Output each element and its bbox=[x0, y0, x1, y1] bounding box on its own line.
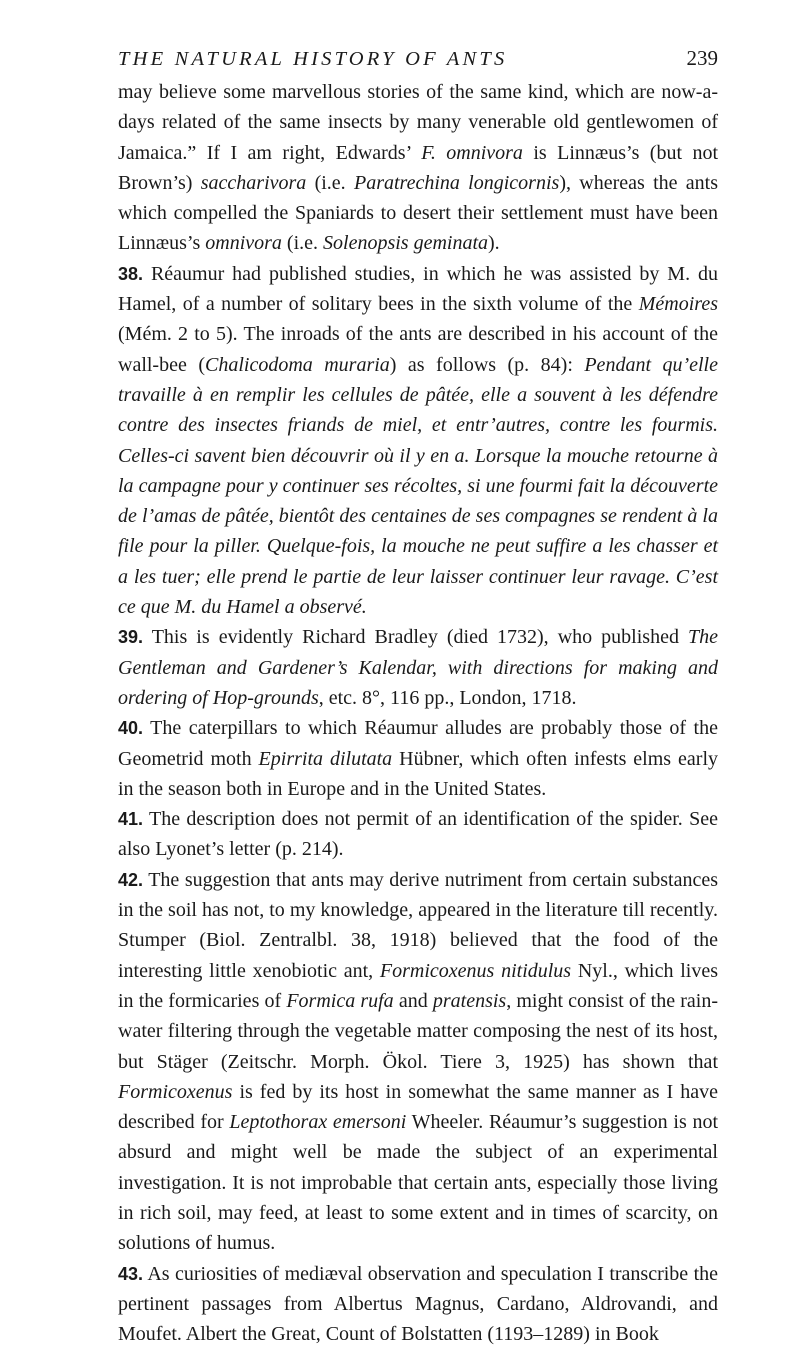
note-number: 43. bbox=[118, 1263, 144, 1284]
note-43: 43. As curiosities of mediæval observation and speculation I transcribe the pertinent passages from Albertus Magnus, Cardano, Aldrovandi, and Moufet. Albert the Great, Count of Bolstatten (1193–1289) in Book bbox=[118, 1262, 718, 1346]
continuation-paragraph: may believe some marvellous stories of the same kind, which are now-a-days related of the same insects by many venerable old gentlewomen of Jamaica.” If I am right, Edwards’ F. omnivora is Linnæus’s (but not Brown’s) saccharivora (i.e. Paratrechina longicornis), whereas the ants which compelled the Spaniards to desert their settlement must have been Linnæus’s omnivora (i.e. Solenopsis geminata). bbox=[118, 81, 719, 255]
note-number: 38. bbox=[118, 263, 144, 284]
note-39: 39. This is evidently Richard Bradley (died 1732), who published The Gentleman and Gardener’s Kalendar, with directions for making and ordering of Hop-grounds, etc. 8°, 116 pp., London, 1718. bbox=[118, 626, 718, 709]
note-41: 41. The description does not permit of an identification of the spider. See also Lyonet’s letter (p. 214). bbox=[118, 808, 718, 861]
note-38: 38. Réaumur had published studies, in which he was assisted by M. du Hamel, of a number of solitary bees in the sixth volume of the Mémoires (Mém. 2 to 5). The inroads of the ants are described in his account of the wall-bee (Chalicodoma muraria) as follows (p. 84): Pendant qu’elle travaille à en remplir les cellules de pâtée, elle a souvent à les défendre contre des insectes friands de miel, et entr’autres, contre les fourmis. Celles-ci savent bien découvrir où il y en a. Lorsque la mouche retourne à la campagne pour y continuer ses récoltes, si une fourmi fait la découverte de l’amas de pâtée, bientôt des centaines de ses compagnes se rendent à la file pour la piller. Quelque-fois, la mouche ne peut suffire a les chasser et a les tuer; elle prend le partie de leur laisser continuer leur ravage. C’est ce que M. du Hamel a observé. bbox=[118, 262, 718, 619]
note-number: 40. bbox=[118, 718, 144, 739]
running-head bbox=[118, 46, 718, 71]
note-number: 42. bbox=[118, 869, 144, 890]
note-40: 40. The caterpillars to which Réaumur alludes are probably those of the Geometrid moth Epirrita dilutata Hübner, which often infests elms early in the season both in Europe and in the United States. bbox=[118, 717, 718, 800]
note-number: 39. bbox=[118, 627, 144, 648]
note-number: 41. bbox=[118, 809, 144, 830]
running-title: THE NATURAL HISTORY OF ANTS bbox=[118, 48, 508, 70]
notes-body bbox=[118, 77, 718, 1349]
note-42: 42. The suggestion that ants may derive nutriment from certain substances in the soil has not, to my knowledge, appeared in the literature till recently. Stumper (Biol. Zentralbl. 38, 1918) believed that the food of the interesting little xenobiotic ant, Formicoxenus nitidulus Nyl., which lives in the formicaries of Formica rufa and pratensis, might consist of the rain-water filtering through the vegetable matter composing the nest of its host, but Stäger (Zeitschr. Morph. Ökol. Tiere 3, 1925) has shown that Formicoxenus is fed by its host in somewhat the same manner as I have described for Leptothorax emersoni Wheeler. Réaumur’s suggestion is not absurd and might well be made the subject of an experimental investigation. It is not improbable that certain ants, especially those living in rich soil, may feed, at least to some extent and in times of scarcity, on solutions of humus. bbox=[118, 868, 719, 1255]
page-number: 239 bbox=[686, 46, 718, 70]
